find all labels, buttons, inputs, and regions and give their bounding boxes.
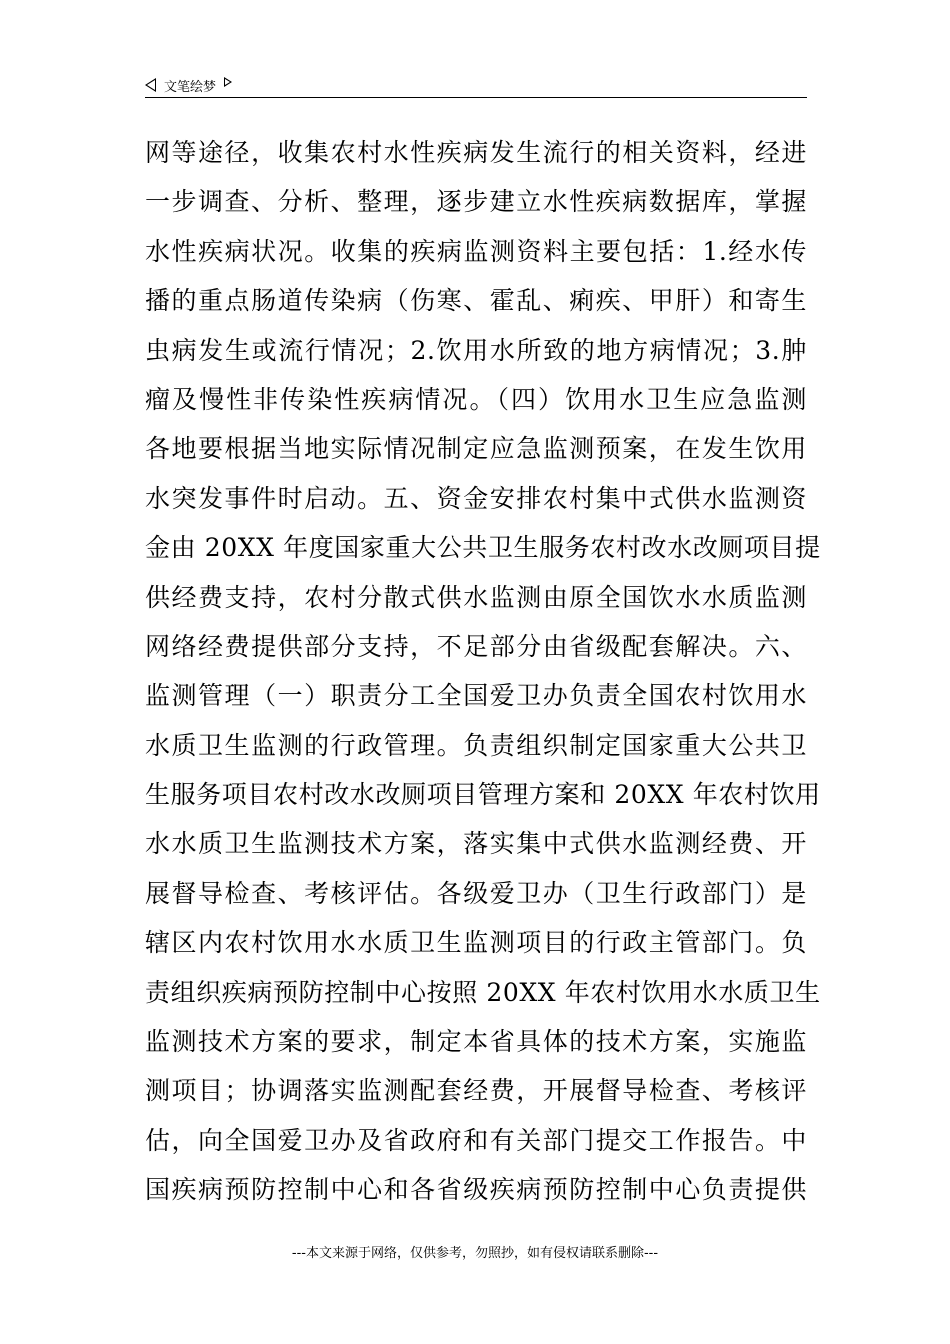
body-line: 水水质卫生监测技术方案，落实集中式供水监测经费、开 <box>145 829 807 859</box>
body-line: 各地要根据当地实际情况制定应急监测预案，在发生饮用 <box>145 434 807 464</box>
body-line: 监测技术方案的要求，制定本省具体的技术方案，实施监 <box>145 1027 807 1057</box>
body-line: 水突发事件时启动。五、资金安排农村集中式供水监测资 <box>145 483 807 513</box>
body-line: 网络经费提供部分支持，不足部分由省级配套解决。六、 <box>145 631 807 661</box>
document-body <box>145 128 821 1215</box>
body-line: 金由 20XX 年度国家重大公共卫生服务农村改水改厕项目提 <box>145 533 821 563</box>
footer-notice: ---本文来源于网络，仅供参考，勿照抄，如有侵权请联系删除--- <box>291 1246 659 1261</box>
body-line: 估，向全国爱卫办及省政府和有关部门提交工作报告。中 <box>145 1125 807 1155</box>
body-line: 国疾病预防控制中心和各省级疾病预防控制中心负责提供 <box>145 1175 807 1205</box>
page-header <box>145 74 232 96</box>
body-line: 水质卫生监测的行政管理。负责组织制定国家重大公共卫 <box>145 730 807 760</box>
body-line: 辖区内农村饮用水水质卫生监测项目的行政主管部门。负 <box>145 928 807 958</box>
triangle-right-icon <box>224 77 232 87</box>
body-line: 监测管理（一）职责分工全国爱卫办负责全国农村饮用水 <box>145 681 807 711</box>
body-line: 虫病发生或流行情况；2.饮用水所致的地方病情况；3.肿 <box>145 335 807 365</box>
body-line: 展督导检查、考核评估。各级爱卫办（卫生行政部门）是 <box>145 878 807 908</box>
body-line: 供经费支持，农村分散式供水监测由原全国饮水水质监测 <box>145 582 807 612</box>
body-line: 一步调查、分析、整理，逐步建立水性疾病数据库，掌握 <box>145 187 807 217</box>
body-line: 责组织疾病预防控制中心按照 20XX 年农村饮用水水质卫生 <box>145 977 821 1007</box>
body-line: 网等途径，收集农村水性疾病发生流行的相关资料，经进 <box>145 138 807 167</box>
body-line: 测项目；协调落实监测配套经费，开展督导检查、考核评 <box>145 1076 807 1106</box>
body-line: 瘤及慢性非传染性疾病情况。（四）饮用水卫生应急监测 <box>145 384 807 414</box>
body-line: 水性疾病状况。收集的疾病监测资料主要包括：1.经水传 <box>145 236 807 266</box>
header-divider <box>145 97 807 98</box>
triangle-left-icon <box>145 78 156 92</box>
body-line: 播的重点肠道传染病（伤寒、霍乱、痢疾、甲肝）和寄生 <box>145 286 807 316</box>
header-title: 文笔绘梦 <box>164 79 217 95</box>
body-line: 生服务项目农村改水改厕项目管理方案和 20XX 年农村饮用 <box>145 780 821 810</box>
